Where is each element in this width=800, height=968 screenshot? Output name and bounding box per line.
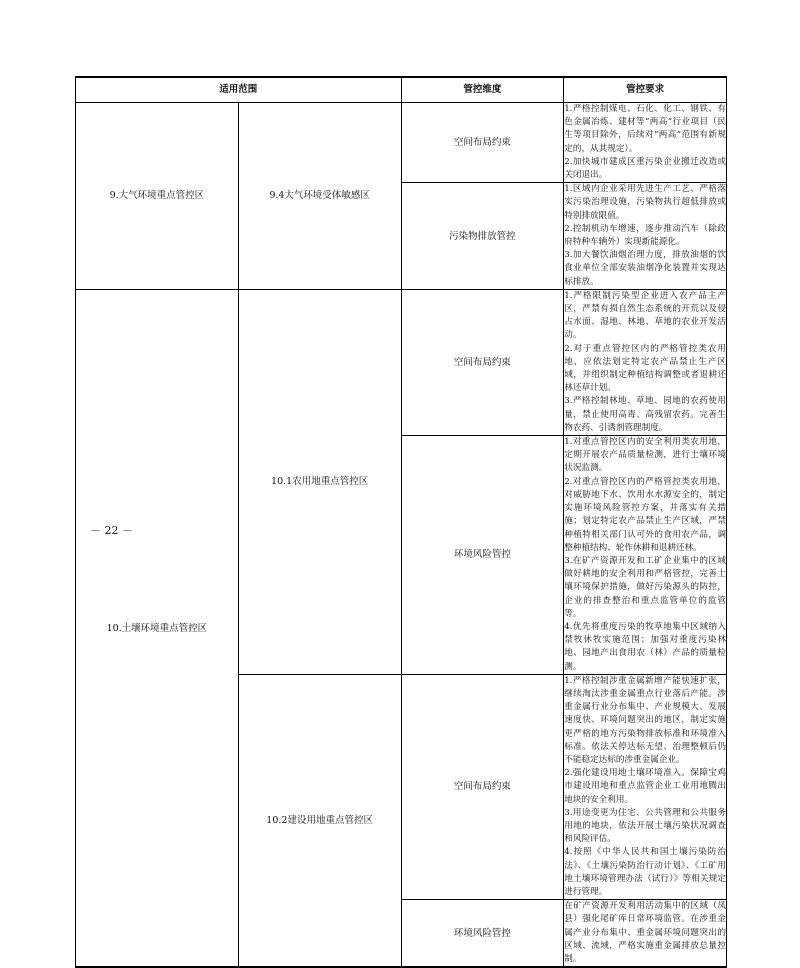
requirement-item: 3.加大餐饮油烟治理力度，排放油烟的饮食业单位全部安装油烟净化装置并实现达标排放。 <box>564 250 726 287</box>
dimension-cell: 空间布局约束 <box>401 674 564 899</box>
requirement-item: 2.对重点管控区内的严格管控类农用地，对威胁地下水、饮用水水源安全的，制定实施环境风险管控方案，并落实有关措施；划定特定农产品禁止生产区域，严禁种植特相关部门认可外的食用农产品，调整种植结构、轮作休耕和退耕还林。 <box>564 476 726 553</box>
table-row <box>76 103 727 183</box>
dimension-cell: 空间布局约束 <box>401 289 564 435</box>
requirement-item: 3.用途变更为住宅、公共管理和公共服务用地的地块，依法开展土壤污染状况调查和风险评估。 <box>564 807 726 845</box>
requirements-cell <box>564 674 727 899</box>
scope-level2-cell: 10.2建设用地重点管控区 <box>238 674 401 967</box>
dimension-cell: 污染物排放管控 <box>401 183 564 290</box>
requirement-item: 1.对重点管控区内的安全利用类农用地，定期开展农产品质量检测，进行土壤环境状况监测。 <box>564 437 726 474</box>
page-number: － 22 － <box>90 524 133 537</box>
table-header-row <box>76 77 727 103</box>
requirements-cell <box>564 183 727 290</box>
dimension-cell: 空间布局约束 <box>401 103 564 183</box>
requirement-item: 4.按照《中华人民共和国土壤污染防治法》、《土壤污染防治行动计划》、《工矿用地土壤环境管理办法（试行）》等相关规定进行管理。 <box>564 847 726 897</box>
header-dimension: 管控维度 <box>401 77 564 103</box>
requirements-cell <box>564 436 727 675</box>
requirement-item: 4.优先将重度污染的牧草地集中区域纳入禁牧休牧实施范围；加强对重度污染林地、园地产出食用农（林）产品的质量检测。 <box>564 621 726 672</box>
scope-level1-cell: 9.大气环境重点管控区 <box>76 103 239 290</box>
requirement-item: 3.严格控制林地、草地、园地的农药使用量，禁止使用高毒、高残留农药。完善生物农药、引诱剂管理制度。 <box>564 396 726 433</box>
requirement-item: 2.对于重点管控区内的严格管控类农用地，应依法划定特定农产品禁止生产区域，并组织制定种植结构调整或者退耕还林还草计划。 <box>564 343 726 394</box>
scope-level1-cell: 10.土壤环境重点管控区 <box>76 289 239 967</box>
requirement-item: 在矿产资源开发利用活动集中的区域（凤县）强化尾矿库日常环境监管。在涉重金属产业分布集中、重金属环境问题突出的区域、流域，严格实施重金属排放总量控制。 <box>564 901 726 964</box>
header-scope: 适用范围 <box>76 77 402 103</box>
control-requirements-table <box>75 76 727 968</box>
header-requirements: 管控要求 <box>564 77 727 103</box>
requirements-cell <box>564 103 727 183</box>
requirement-item: 1.区域内企业采用先进生产工艺、严格落实污染治理设施，污染物执行超低排放或特别排放限值。 <box>564 184 726 221</box>
requirement-item: 3.在矿产资源开发和工矿企业集中的区域做好耕地的安全利用和严格管控，完善土壤环境保护措施，做好污染源头的防控，企业的排查整治和重点监管单位的监管等。 <box>564 555 726 619</box>
requirement-item: 2.加快城市建成区重污染企业搬迁改造或关闭退出。 <box>564 156 726 181</box>
scope-level2-cell: 10.1农用地重点管控区 <box>238 289 401 674</box>
dimension-cell: 环境风险管控 <box>401 900 564 968</box>
requirement-item: 1.严格控制煤电、石化、化工、钢铁、有色金属冶炼、建材等“两高”行业项目（民生等项目除外，后续对“两高”范围有新规定的，从其规定）。 <box>564 104 726 154</box>
dimension-cell: 环境风险管控 <box>401 436 564 675</box>
requirement-item: 2.强化建设用地土壤环境准入。保障宝鸡市建设用地和重点监管企业工业用地腾出地块的安全利用。 <box>564 768 726 805</box>
requirement-item: 1.严格限制污染型企业进入农产品主产区，严禁有损自然生态系统的开荒以及侵占水面、湿地、林地、草地的农业开发活动。 <box>564 290 726 341</box>
requirements-cell <box>564 900 727 968</box>
scope-level2-cell: 9.4大气环境受体敏感区 <box>238 103 401 290</box>
table-row <box>76 289 727 435</box>
requirement-item: 2.控制机动车增速，逐步推动汽车（除政府特种车辆外）实现新能源化。 <box>564 223 726 248</box>
requirement-item: 1.严格控制涉重金属新增产能快速扩张，继续淘汰涉重金属重点行业落后产能。涉重金属行业分布集中、产业规模大、发展速度快、环境问题突出的地区，制定实施更严格的地方污染物排放标准和环境准入标准。依法关停达标无望、治理整顿后仍不能稳定达标的涉重金属企业。 <box>564 675 726 765</box>
requirements-cell <box>564 289 727 435</box>
